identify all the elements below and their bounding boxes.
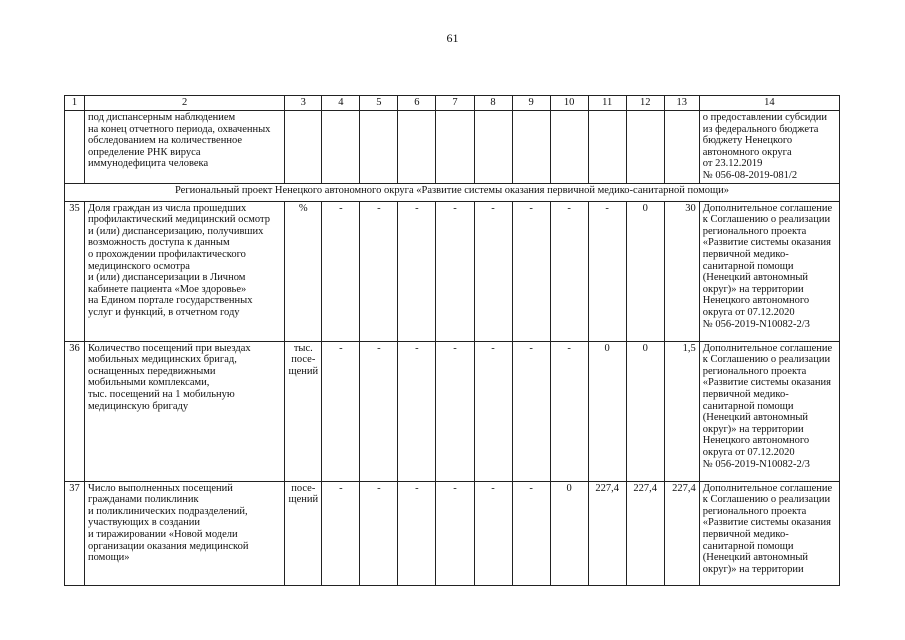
indicator-text: Количество посещений при выездах мобильных медицинских бригад, оснащенных передвижными мобильными комплексами, тыс. посещений на 1 мобильную медицинскую бригаду — [85, 341, 285, 481]
value-cell: 227,4 — [588, 481, 626, 585]
col-header-11: 11 — [588, 96, 626, 111]
col-header-3: 3 — [285, 96, 322, 111]
indicator-text: Доля граждан из числа прошедших профилактический медицинский осмотр и (или) диспансеризацию, получивших возможность доступа к данным о прохождении профилактического медицинского осмотра и (или) диспансеризации в Личном кабинете пациента «Мое здоровье» на Едином портале государственных услуг и функций, в отчетном году — [85, 201, 285, 341]
value-cell: 227,4 — [626, 481, 664, 585]
section-row — [65, 183, 840, 201]
value-cell: - — [360, 341, 398, 481]
col-header-14: 14 — [699, 96, 839, 111]
value-cell: - — [512, 481, 550, 585]
section-title: Региональный проект Ненецкого автономного округа «Развитие системы оказания первичной медико-санитарной помощи» — [65, 183, 840, 201]
basis-text: Дополнительное соглашение к Соглашению о реализации регионального проекта «Развитие системы оказания первичной медико- санитарной помощи (Ненецкий автономный округ)» на территории Ненецкого автономного округа от 07.12.2020 № 056-2019-N10082-2/3 — [699, 341, 839, 481]
value-cell: 30 — [664, 201, 699, 341]
value-cell: - — [550, 341, 588, 481]
indicators-table — [64, 95, 840, 586]
col-header-10: 10 — [550, 96, 588, 111]
value-cell: 1,5 — [664, 341, 699, 481]
value-cell: 0 — [550, 481, 588, 585]
col-header-12: 12 — [626, 96, 664, 111]
value-cell: - — [322, 341, 360, 481]
value-cell: - — [588, 201, 626, 341]
col-header-9: 9 — [512, 96, 550, 111]
value-cell: - — [474, 481, 512, 585]
unit-cell: посе- щений — [285, 481, 322, 585]
value-cell: - — [436, 201, 474, 341]
value-cell: - — [550, 201, 588, 341]
indicator-text: Число выполненных посещений гражданами поликлиник и поликлинических подразделений, участвующих в создании и тиражировании «Новой модели организации оказания медицинской помощи» — [85, 481, 285, 585]
value-cell: - — [360, 201, 398, 341]
value-cell: - — [474, 201, 512, 341]
column-number-row — [65, 96, 840, 111]
value-cell: - — [322, 481, 360, 585]
row-number: 35 — [65, 201, 85, 341]
value-cell: - — [360, 481, 398, 585]
value-cell: 0 — [588, 341, 626, 481]
basis-text: Дополнительное соглашение к Соглашению о реализации регионального проекта «Развитие системы оказания первичной медико- санитарной помощи (Ненецкий автономный округ)» на территории — [699, 481, 839, 585]
col-header-2: 2 — [85, 96, 285, 111]
unit-cell: % — [285, 201, 322, 341]
value-cell: 0 — [626, 201, 664, 341]
value-cell: - — [474, 341, 512, 481]
value-cell: - — [398, 341, 436, 481]
row-number: 36 — [65, 341, 85, 481]
value-cell: - — [398, 481, 436, 585]
value-cell: - — [512, 341, 550, 481]
indicator-text: под диспансерным наблюдением на конец отчетного периода, охваченных обследованием на количественное определение РНК вируса иммунодефицита человека — [85, 111, 285, 184]
value-cell: - — [398, 201, 436, 341]
col-header-7: 7 — [436, 96, 474, 111]
value-cell: - — [436, 341, 474, 481]
table-row — [65, 481, 840, 585]
col-header-5: 5 — [360, 96, 398, 111]
basis-text: о предоставлении субсидии из федерального бюджета бюджету Ненецкого автономного округа от 23.12.2019 № 056-08-2019-081/2 — [699, 111, 839, 184]
basis-text: Дополнительное соглашение к Соглашению о реализации регионального проекта «Развитие системы оказания первичной медико- санитарной помощи (Ненецкий автономный округ)» на территории Ненецкого автономного округа от 07.12.2020 № 056-2019-N10082-2/3 — [699, 201, 839, 341]
unit-cell: тыс. посе- щений — [285, 341, 322, 481]
value-cell: 227,4 — [664, 481, 699, 585]
col-header-8: 8 — [474, 96, 512, 111]
value-cell: 0 — [626, 341, 664, 481]
col-header-1: 1 — [65, 96, 85, 111]
col-header-13: 13 — [664, 96, 699, 111]
value-cell: - — [322, 201, 360, 341]
value-cell: - — [512, 201, 550, 341]
col-header-4: 4 — [322, 96, 360, 111]
value-cell: - — [436, 481, 474, 585]
row-number: 37 — [65, 481, 85, 585]
col-header-6: 6 — [398, 96, 436, 111]
continuation-row — [65, 111, 840, 184]
page-number: 61 — [446, 31, 459, 45]
table-row — [65, 341, 840, 481]
table-row — [65, 201, 840, 341]
